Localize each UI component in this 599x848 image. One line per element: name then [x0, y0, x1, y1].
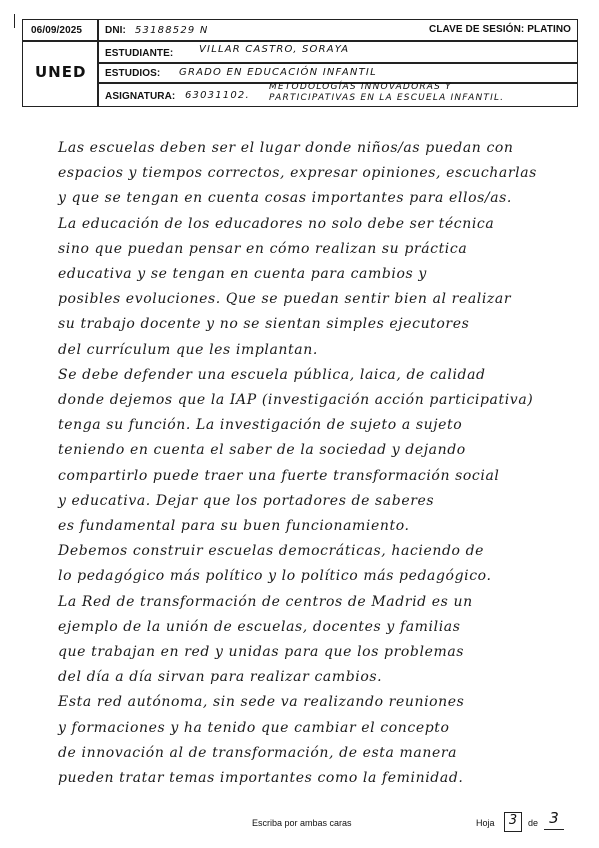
body-line: Esta red autónoma, sin sede va realizando reuniones	[58, 694, 465, 711]
body-line: lo pedagógico más político y lo político más pedagógico.	[58, 568, 492, 585]
studies-row	[98, 63, 578, 83]
subject-code: 63031102.	[185, 90, 250, 101]
dni-value: 53188529 N	[135, 25, 209, 36]
body-line: que trabajan en red y unidas para que los problemas	[58, 644, 465, 660]
body-line: La Red de transformación de centros de Madrid es un	[58, 593, 473, 610]
student-value: VILLAR CASTRO, SORAYA	[199, 44, 350, 55]
subject-row	[98, 83, 578, 107]
student-row	[98, 41, 578, 63]
body-line: posibles evoluciones. Que se puedan sentir bien al realizar	[58, 291, 512, 308]
body-line: espacios y tiempos correctos, expresar opiniones, escucharlas	[58, 165, 537, 182]
body-line: Debemos construir escuelas democráticas, haciendo de	[58, 543, 485, 560]
dni-row	[98, 19, 578, 41]
body-line: donde dejemos que la IAP (investigación acción participativa)	[58, 392, 534, 408]
body-line: pueden tratar temas importantes como la feminidad.	[58, 770, 464, 786]
date-cell	[22, 19, 98, 41]
body-line: tenga su función. La investigación de sujeto a sujeto	[58, 417, 463, 434]
body-line: y educativa. Dejar que los portadores de saberes	[58, 492, 435, 509]
sheet-label: Hoja	[476, 818, 495, 828]
studies-value: GRADO EN EDUCACIÓN INFANTIL	[179, 67, 377, 78]
body-line: de innovación al de transformación, de esta manera	[58, 744, 458, 761]
body-line: compartirlo puede traer una fuerte transformación social	[58, 467, 500, 484]
body-line: Se debe defender una escuela pública, laica, de calidad	[58, 366, 486, 383]
header-grid	[22, 19, 578, 107]
uned-logo: UNED	[35, 63, 87, 81]
body-line: educativa y se tengan en cuenta para cambios y	[58, 266, 427, 282]
studies-label: ESTUDIOS:	[105, 68, 161, 79]
body-line: y formaciones y ha tenido que cambiar el concepto	[58, 719, 450, 736]
body-line: ejemplo de la unión de escuelas, docentes y familias	[58, 618, 461, 635]
subject-line-1: METODOLOGÍAS INNOVADORAS Y	[269, 82, 452, 92]
body-line: del día a día sirvan para realizar cambios.	[58, 669, 383, 686]
body-line: del currículum que les implantan.	[58, 341, 318, 358]
body-line: es fundamental para su buen funcionamiento.	[58, 518, 410, 534]
total-sheets: 3	[544, 810, 564, 830]
body-line: Las escuelas deben ser el lugar donde niños/as puedan con	[58, 140, 514, 156]
logo-cell	[22, 41, 98, 107]
sheet-number-box: 3	[504, 812, 522, 832]
subject-line-2: PARTICIPATIVAS EN LA ESCUELA INFANTIL.	[269, 93, 505, 103]
session-key: CLAVE DE SESIÓN: PLATINO	[429, 24, 572, 35]
body-line: su trabajo docente y no se sientan simples ejecutores	[58, 316, 470, 333]
subject-label: ASIGNATURA:	[105, 91, 176, 102]
date-text: 06/09/2025	[31, 25, 83, 36]
cut-mark	[14, 14, 15, 28]
body-line: teniendo en cuenta el saber de la sociedad y dejando	[58, 442, 466, 459]
body-line: sino que puedan pensar en cómo realizan su práctica	[58, 240, 468, 257]
body-line: y que se tengan en cuenta cosas importantes para ellos/as.	[58, 190, 512, 207]
dni-label: DNI:	[105, 25, 126, 36]
of-label: de	[528, 818, 539, 828]
body-line: La educación de los educadores no solo debe ser técnica	[58, 215, 495, 232]
student-label: ESTUDIANTE:	[105, 48, 174, 59]
footer-note: Escriba por ambas caras	[252, 818, 352, 828]
